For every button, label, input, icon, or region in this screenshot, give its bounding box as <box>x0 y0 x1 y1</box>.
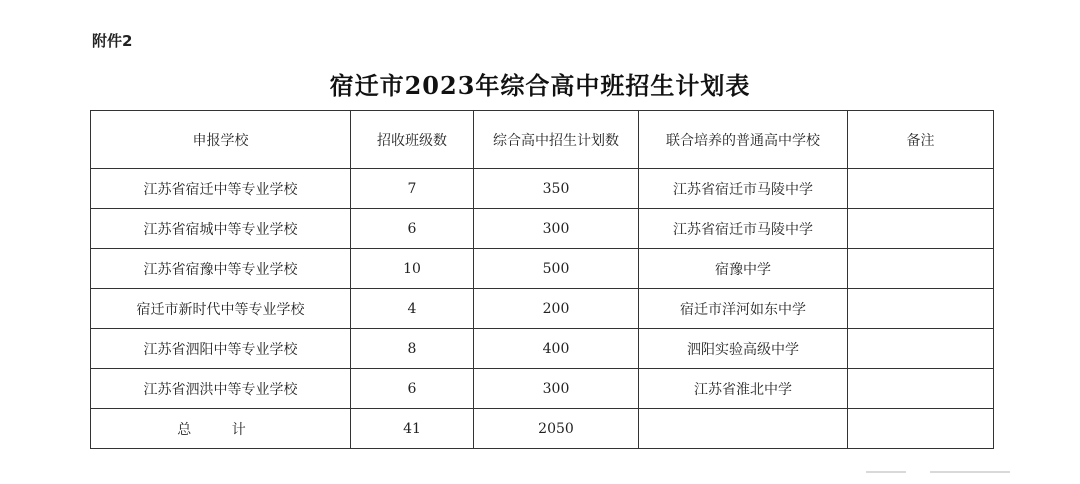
total-row <box>91 409 994 449</box>
total-remarks <box>848 409 994 449</box>
cell-partner-school: 宿迁市洋河如东中学 <box>639 289 848 329</box>
table-row <box>91 249 994 289</box>
page-title: 宿迁市2023年综合高中班招生计划表 <box>329 71 751 100</box>
table-row <box>91 329 994 369</box>
cell-plan-count: 300 <box>474 209 639 249</box>
cell-class-count: 8 <box>351 329 474 369</box>
cell-school: 江苏省泗洪中等专业学校 <box>91 369 351 409</box>
total-plan-count: 2050 <box>474 409 639 449</box>
enrollment-plan-table <box>90 110 994 449</box>
cell-plan-count: 350 <box>474 169 639 209</box>
header-class-count: 招收班级数 <box>351 111 474 169</box>
cell-class-count: 6 <box>351 209 474 249</box>
cell-plan-count: 300 <box>474 369 639 409</box>
cell-remarks <box>848 209 994 249</box>
cell-partner-school: 宿豫中学 <box>639 249 848 289</box>
cell-school: 江苏省宿城中等专业学校 <box>91 209 351 249</box>
cell-school: 江苏省泗阳中等专业学校 <box>91 329 351 369</box>
cell-partner-school: 江苏省宿迁市马陵中学 <box>639 209 848 249</box>
cell-plan-count: 500 <box>474 249 639 289</box>
cell-class-count: 10 <box>351 249 474 289</box>
header-plan-count: 综合高中招生计划数 <box>474 111 639 169</box>
cell-school: 江苏省宿迁中等专业学校 <box>91 169 351 209</box>
cell-partner-school: 江苏省宿迁市马陵中学 <box>639 169 848 209</box>
cell-partner-school: 泗阳实验高级中学 <box>639 329 848 369</box>
cell-remarks <box>848 329 994 369</box>
total-class-count: 41 <box>351 409 474 449</box>
total-partner-school <box>639 409 848 449</box>
cell-remarks <box>848 249 994 289</box>
cell-remarks <box>848 169 994 209</box>
total-label: 总 计 <box>91 409 351 449</box>
table-header-row <box>91 111 994 169</box>
cell-class-count: 4 <box>351 289 474 329</box>
cell-plan-count: 200 <box>474 289 639 329</box>
attachment-label: 附件2 <box>92 32 133 50</box>
watermark-fragment <box>930 471 1010 473</box>
cell-partner-school: 江苏省淮北中学 <box>639 369 848 409</box>
cell-remarks <box>848 369 994 409</box>
cell-school: 江苏省宿豫中等专业学校 <box>91 249 351 289</box>
header-remarks: 备注 <box>848 111 994 169</box>
cell-remarks <box>848 289 994 329</box>
table-row <box>91 289 994 329</box>
cell-school: 宿迁市新时代中等专业学校 <box>91 289 351 329</box>
cell-plan-count: 400 <box>474 329 639 369</box>
header-partner-school: 联合培养的普通高中学校 <box>639 111 848 169</box>
cell-class-count: 7 <box>351 169 474 209</box>
header-school: 申报学校 <box>91 111 351 169</box>
cell-class-count: 6 <box>351 369 474 409</box>
table-row <box>91 209 994 249</box>
watermark-fragment <box>866 471 906 473</box>
table-row <box>91 369 994 409</box>
table-row <box>91 169 994 209</box>
